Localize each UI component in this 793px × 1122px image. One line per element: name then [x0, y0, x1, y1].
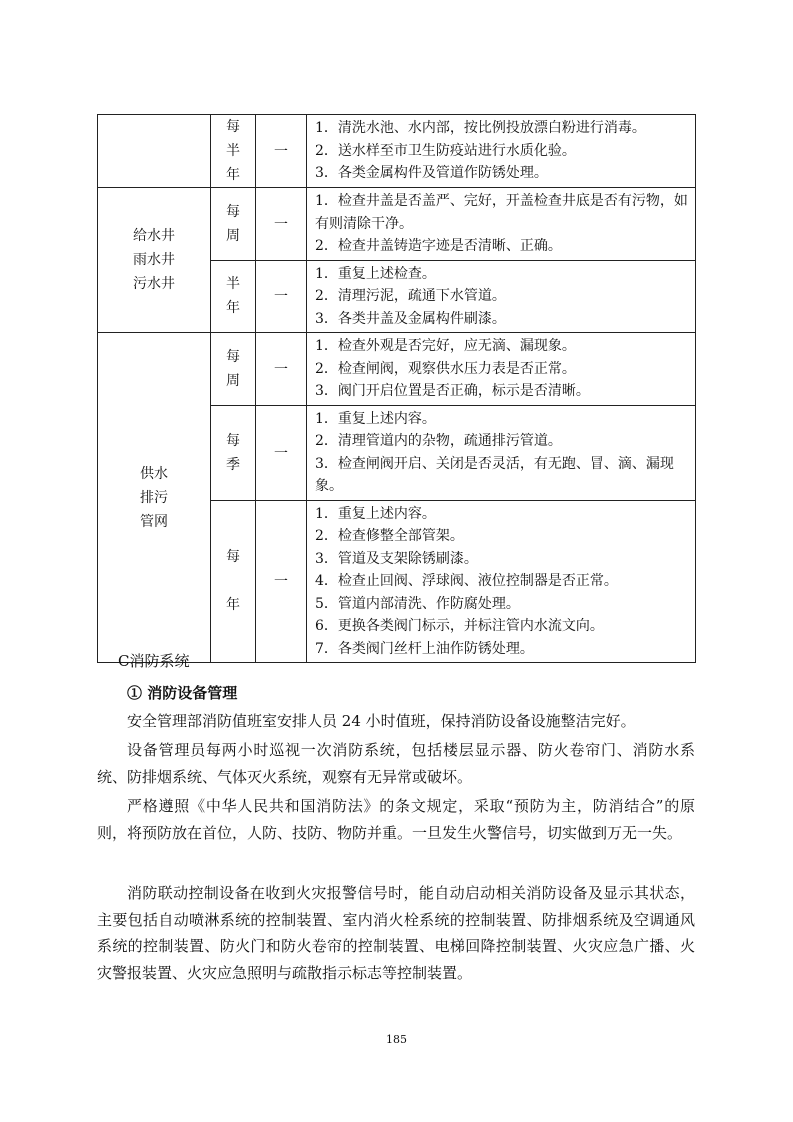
table-row — [98, 188, 696, 261]
task-item: 3．检查闸阀开启、关闭是否灵活，有无跑、冒、滴、漏现象。 — [315, 455, 674, 494]
page-number: 185 — [386, 1033, 407, 1046]
section-title: C消防系统 — [118, 652, 190, 670]
task-item: 2．清理污泥，疏通下水管道。 — [315, 288, 506, 304]
task-item: 3．各类井盖及金属构件刷漆。 — [315, 310, 506, 327]
task-item: 1．重复上述检查。 — [315, 265, 436, 282]
paragraph: 设备管理员每两小时巡视一次消防系统，包括楼层显示器、防火卷帘门、消防水系统、防排烟系统、气体灭火系统，观察有无异常或破坏。 — [97, 741, 695, 786]
system-cell: 供水 排污 管网 — [98, 333, 211, 663]
period-cell: 每 半 年 — [211, 115, 256, 188]
times-cell: 一 — [256, 115, 307, 188]
task-item: 2．送水样至市卫生防疫站进行水质化验。 — [315, 142, 576, 159]
table-row — [98, 115, 696, 188]
times-cell: 一 — [256, 333, 307, 406]
task-item: 6．更换各类阀门标示，并标注管内水流文向。 — [315, 618, 604, 634]
times-cell: 一 — [256, 500, 307, 663]
tasks-cell — [307, 188, 696, 261]
task-item: 7．各类阀门丝杆上油作防锈处理。 — [315, 640, 534, 657]
period-cell: 每 周 — [211, 333, 256, 406]
subsection-title: ① 消防设备管理 — [127, 684, 238, 702]
task-item: 4．检查止回阀、浮球阀、液位控制器是否正常。 — [315, 573, 618, 589]
system-cell: 给水井 雨水井 污水井 — [98, 188, 211, 333]
task-item: 1．检查外观是否完好，应无滴、漏现象。 — [315, 338, 576, 354]
task-item: 5．管道内部清洗、作防腐处理。 — [315, 595, 520, 612]
table-row — [98, 333, 696, 406]
period-cell: 每 季 — [211, 405, 256, 500]
task-item: 2．检查井盖铸造字迹是否清晰、正确。 — [315, 238, 562, 254]
system-cell — [98, 115, 211, 188]
task-item: 1．重复上述内容。 — [315, 505, 436, 522]
maintenance-table — [97, 114, 696, 663]
task-item: 2．检查修整全部管架。 — [315, 528, 464, 544]
period-cell: 每 年 — [211, 500, 256, 663]
period-cell: 半 年 — [211, 260, 256, 333]
tasks-cell — [307, 500, 696, 663]
tasks-cell — [307, 405, 696, 500]
paragraph: 消防联动控制设备在收到火灾报警信号时，能自动启动相关消防设备及显示其状态，主要包括自动喷淋系统的控制装置、室内消火栓系统的控制装置、防排烟系统及空调通风系统的控制装置、防火门和防火卷帘的控制装置、电梯回降控制装置、火灾应急广播、火灾警报装置、火灾应急照明与疏散指示标志等控制装置。 — [97, 884, 695, 982]
task-item: 3．管道及支架除锈刷漆。 — [315, 550, 478, 567]
tasks-cell — [307, 260, 696, 333]
task-item: 3．阀门开启位置是否正确，标示是否清晰。 — [315, 383, 590, 399]
paragraph: 严格遵照《中华人民共和国消防法》的条文规定，采取“预防为主，防消结合”的原则，将预防放在首位，人防、技防、物防并重。一旦发生火警信号，切实做到万无一失。 — [97, 797, 695, 842]
task-item: 3．各类金属构件及管道作防锈处理。 — [315, 165, 548, 182]
tasks-cell — [307, 333, 696, 406]
times-cell: 一 — [256, 188, 307, 261]
paragraph: 安全管理部消防值班室安排人员 24 小时值班，保持消防设备设施整洁完好。 — [127, 712, 636, 730]
task-item: 1．重复上述内容。 — [315, 410, 436, 427]
task-item: 2．清理管道内的杂物，疏通排污管道。 — [315, 433, 562, 449]
times-cell: 一 — [256, 260, 307, 333]
tasks-cell — [307, 115, 696, 188]
task-item: 2．检查闸阀，观察供水压力表是否正常。 — [315, 360, 576, 377]
task-item: 1．清洗水池、水内部，按比例投放漂白粉进行消毒。 — [315, 120, 646, 137]
period-cell: 每 周 — [211, 188, 256, 261]
times-cell: 一 — [256, 405, 307, 500]
task-item: 1．检查井盖是否盖严、完好，开盖检查井底是否有污物，如有则清除干净。 — [315, 193, 688, 232]
